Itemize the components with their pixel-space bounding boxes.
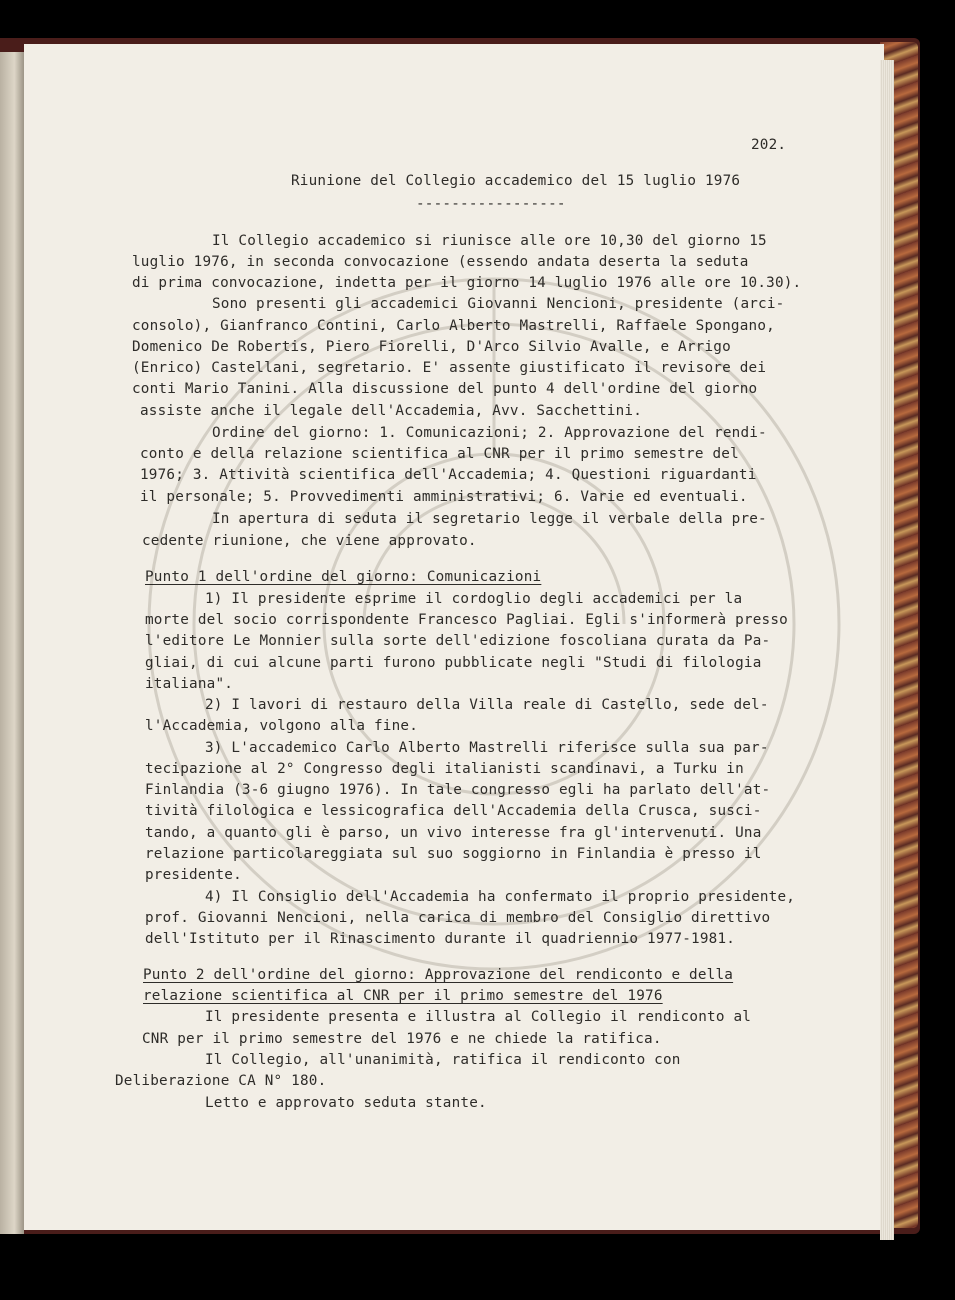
punto2-line: CNR per il primo semestre del 1976 e ne chiede la ratifica.	[142, 1031, 662, 1047]
punto1-line: dell'Istituto per il Rinascimento durante il quadriennio 1977-1981.	[145, 931, 736, 947]
punto1-line: morte del socio corrispondente Francesco Pagliai. Egli s'informerà presso	[145, 612, 788, 628]
left-page-edge	[0, 52, 24, 1234]
punto1-line: Finlandia (3-6 giugno 1976). In tale congresso egli ha parlato dell'at-	[145, 782, 771, 798]
intro-line: conto e della relazione scientifica al CNR per il primo semestre del	[140, 446, 739, 462]
intro-line: cedente riunione, che viene approvato.	[142, 533, 477, 549]
intro-line: Il Collegio accademico si riunisce alle ore 10,30 del giorno 15	[212, 233, 767, 249]
punto1-line: tività filologica e lessicografica dell'Accademia della Crusca, susci-	[145, 803, 762, 819]
document-page	[24, 44, 884, 1230]
intro-line: assiste anche il legale dell'Accademia, Avv. Sacchettini.	[140, 403, 643, 419]
punto2-line: Il Collegio, all'unanimità, ratifica il rendiconto con	[205, 1052, 681, 1068]
intro-line: luglio 1976, in seconda convocazione (essendo andata deserta la seduta	[132, 254, 749, 270]
page-number: 202.	[751, 137, 787, 153]
intro-line: consolo), Gianfranco Contini, Carlo Alberto Mastrelli, Raffaele Spongano,	[132, 318, 775, 334]
punto1-line: tando, a quanto gli è parso, un vivo interesse fra gl'intervenuti. Una	[145, 825, 762, 841]
title-rule: -----------------	[416, 196, 566, 212]
punto1-line: presidente.	[145, 867, 242, 883]
punto1-line: gliai, di cui alcune parti furono pubblicate negli "Studi di filologia	[145, 655, 762, 671]
punto2-line: Deliberazione CA N° 180.	[115, 1073, 327, 1089]
punto1-line: l'Accademia, volgono alla fine.	[145, 718, 419, 734]
intro-line: Domenico De Robertis, Piero Fiorelli, D'Arco Silvio Avalle, e Arrigo	[132, 339, 731, 355]
intro-line: Ordine del giorno: 1. Comunicazioni; 2. Approvazione del rendi-	[212, 425, 767, 441]
punto1-line: 3) L'accademico Carlo Alberto Mastrelli riferisce sulla sua par-	[205, 740, 769, 756]
intro-line: In apertura di seduta il segretario legge il verbale della pre-	[212, 511, 767, 527]
punto1-line: prof. Giovanni Nencioni, nella carica di membro del Consiglio direttivo	[145, 910, 771, 926]
punto1-line: l'editore Le Monnier sulla sorte dell'edizione foscoliana curata da Pa-	[145, 633, 771, 649]
punto1-line: 2) I lavori di restauro della Villa reale di Castello, sede del-	[205, 697, 769, 713]
document-title: Riunione del Collegio accademico del 15 luglio 1976	[291, 173, 741, 189]
punto1-line: tecipazione al 2° Congresso degli italianisti scandinavi, a Turku in	[145, 761, 744, 777]
intro-line: il personale; 5. Provvedimenti amministrativi; 6. Varie ed eventuali.	[140, 489, 748, 505]
section-heading-punto-2-cont: relazione scientifica al CNR per il primo semestre del 1976	[143, 988, 663, 1004]
punto2-line: Il presidente presenta e illustra al Collegio il rendiconto al	[205, 1009, 752, 1025]
punto2-line: Letto e approvato seduta stante.	[205, 1095, 487, 1111]
punto1-line: relazione particolareggiata sul suo soggiorno in Finlandia è presso il	[145, 846, 762, 862]
punto1-line: 1) Il presidente esprime il cordoglio degli accademici per la	[205, 591, 743, 607]
intro-line: (Enrico) Castellani, segretario. E' assente giustificato il revisore dei	[132, 360, 767, 376]
intro-line: Sono presenti gli accademici Giovanni Nencioni, presidente (arci-	[212, 296, 785, 312]
intro-line: conti Mario Tanini. Alla discussione del punto 4 dell'ordine del giorno	[132, 381, 758, 397]
punto1-line: italiana".	[145, 676, 234, 692]
section-heading-punto-1: Punto 1 dell'ordine del giorno: Comunicazioni	[145, 569, 542, 585]
punto1-line: 4) Il Consiglio dell'Accademia ha confermato il proprio presidente,	[205, 889, 796, 905]
section-heading-punto-2: Punto 2 dell'ordine del giorno: Approvazione del rendiconto e della	[143, 967, 734, 983]
intro-line: 1976; 3. Attività scientifica dell'Accademia; 4. Questioni riguardanti	[140, 467, 757, 483]
intro-line: di prima convocazione, indetta per il giorno 14 luglio 1976 alle ore 10.30).	[132, 275, 802, 291]
page-stack-edge	[880, 60, 894, 1240]
